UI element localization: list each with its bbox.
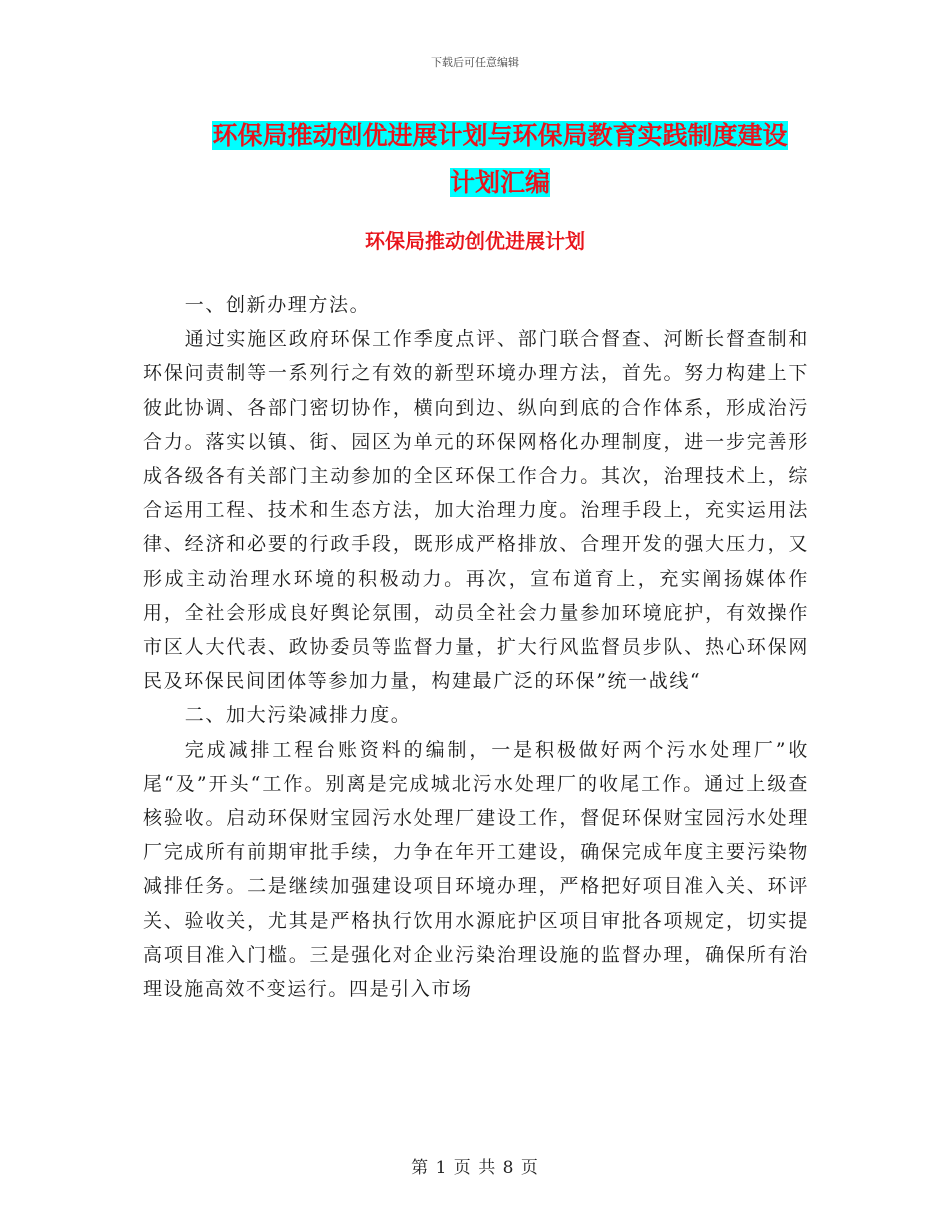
- title-line-1: 环保局推动创优进展计划与环保局教育实践制度建设: [212, 121, 788, 150]
- title-line-2: 计划汇编: [449, 168, 550, 197]
- header-note: 下载后可任意编辑: [431, 56, 519, 69]
- paragraph-heading-2: 二、加大污染减排力度。: [184, 704, 412, 727]
- page-number: 第 1 页 共 8 页: [411, 1158, 539, 1178]
- section-title: 环保局推动创优进展计划: [365, 229, 585, 253]
- paragraph-heading-1: 一、创新办理方法。: [184, 294, 371, 316]
- paragraph: 通过实施区政府环保工作季度点评、部门联合督查、河断长督查制和环保问责制等一系列行之有效的新型环境办理方法，首先。努力构建上下彼此协调、各部门密切协作，横向到边、纵向到底的合作体系，形成治污合力。落实以镇、街、园区为单元的环保网格化办理制度，进一步完善形成各级各有关部门主动参加的全区环保工作合力。其次，治理技术上，综合运用工程、技术和生态方法，加大治理力度。治理手段上，充实运用法律、经济和必要的行政手段，既形成严格排放、合理开发的强大压力，又形成主动治理水环境的积极动力。再次，宣布道育上，充实阐扬媒体作用，全社会形成良好舆论氛围，动员全社会力量参加环境庇护，有效操作市区人大代表、政协委员等监督力量，扩大行风监督员步队、热心环保网民及环保民间团体等参加力量，构建最广泛的环保”统一战线“: [143, 328, 809, 693]
- paragraph: 完成减排工程台账资料的编制，一是积极做好两个污水处理厂”收尾“及”开头“工作。别离是完成城北污水处理厂的收尾工作。通过上级查核验收。启动环保财宝园污水处理厂建设工作，督促环保财宝园污水处理厂完成所有前期审批手续，力争在年开工建设，确保完成年度主要污染物减排任务。二是继续加强建设项目环境办理，严格把好项目准入关、环评关、验收关，尤其是严格执行饮用水源庇护区项目审批各项规定，切实提高项目准入门槛。三是强化对企业污染治理设施的监督办理，确保所有治理设施高效不变运行。四是引入市场: [143, 738, 809, 1001]
- document-title: [180, 112, 820, 206]
- document-body: [143, 288, 809, 1006]
